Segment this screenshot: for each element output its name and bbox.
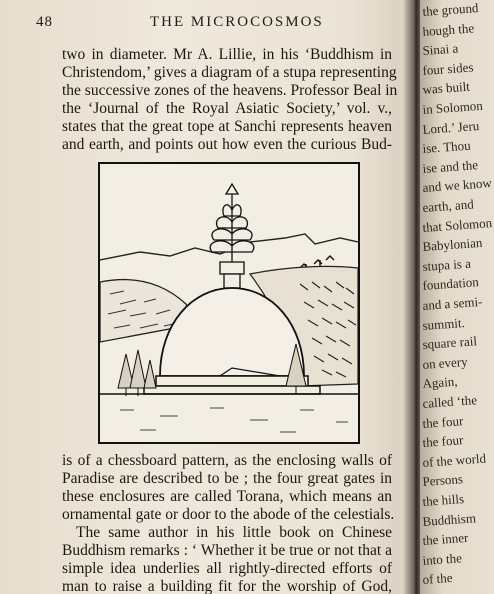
facing-page-line: Sinai a (422, 40, 459, 59)
facing-page-line: four sides (422, 59, 474, 78)
facing-page-line: foundation (422, 274, 480, 294)
facing-page-line: summit. (422, 314, 466, 333)
facing-page-line: Persons (422, 471, 464, 490)
running-head: THE MICROCOSMOS (150, 14, 324, 30)
text-line: two in diameter. Mr A. Lillie, in his ‘Buddhism in (62, 46, 392, 63)
text-line: man to raise a building fit for the worship of God, (62, 578, 392, 594)
facing-page-line: on every (422, 353, 469, 372)
text-line: Buddhism remarks : ‘ Whether it be true or not that a (62, 542, 392, 559)
facing-page-line: was built (422, 79, 471, 98)
text-line: The same author in his little book on Chinese (76, 524, 392, 541)
text-line: Christendom,’ gives a diagram of a stupa representing (62, 64, 397, 81)
facing-page-line: called ‘the (422, 392, 478, 411)
text-line: these enclosures are called Torana, which means an (62, 488, 392, 505)
facing-page-line: the hills (422, 491, 465, 509)
facing-page-line: ise. Thou (422, 137, 472, 157)
text-line: Paradise are described to be ; the four great gates in (62, 470, 392, 487)
page-number: 48 (36, 14, 53, 30)
facing-page-line: earth, and (422, 196, 475, 215)
facing-page (420, 0, 494, 594)
facing-page-line: Babylonian (422, 235, 483, 255)
facing-page-line: the ground (422, 0, 479, 19)
facing-page-line: of the world (422, 450, 487, 470)
facing-page-line: and we know (422, 175, 493, 196)
facing-page-line: the inner (422, 529, 469, 549)
stupa-drawing (100, 164, 358, 442)
facing-page-line: Again, (422, 373, 458, 392)
facing-page-line: and a semi- (422, 293, 483, 313)
facing-page-line: Buddhism (422, 509, 477, 529)
facing-page-line: Lord.’ Jeru (422, 117, 480, 137)
text-line: is of a chessboard pattern, as the enclosing walls of (62, 452, 392, 469)
facing-page-line: in Solomon (422, 97, 484, 117)
stupa-illustration (98, 162, 360, 444)
facing-page-line: stupa is a (422, 255, 472, 274)
text-line: simple idea underlies all rightly-directed efforts of (62, 560, 392, 577)
facing-page-line: the four (422, 412, 464, 431)
facing-page-line: the four (422, 432, 464, 451)
text-line: states that the great tope at Sanchi represents heaven (62, 118, 392, 135)
text-line: the ‘Journal of the Royal Asiatic Society,’ vol. v., (62, 100, 392, 117)
facing-page-line: into the (422, 550, 463, 568)
facing-page-line: that Solomon (422, 214, 493, 235)
facing-page-line: of the (422, 570, 453, 588)
text-line: ornamental gate or door to the abode of the celestials. (62, 506, 395, 523)
text-line: the successive zones of the heavens. Professor Beal in (62, 82, 398, 99)
facing-page-line: ise and the (422, 156, 479, 176)
facing-page-line: hough the (422, 19, 475, 39)
facing-page-line: square rail (422, 333, 478, 353)
text-line: and earth, and points out how even the curious Bud- (62, 136, 392, 153)
